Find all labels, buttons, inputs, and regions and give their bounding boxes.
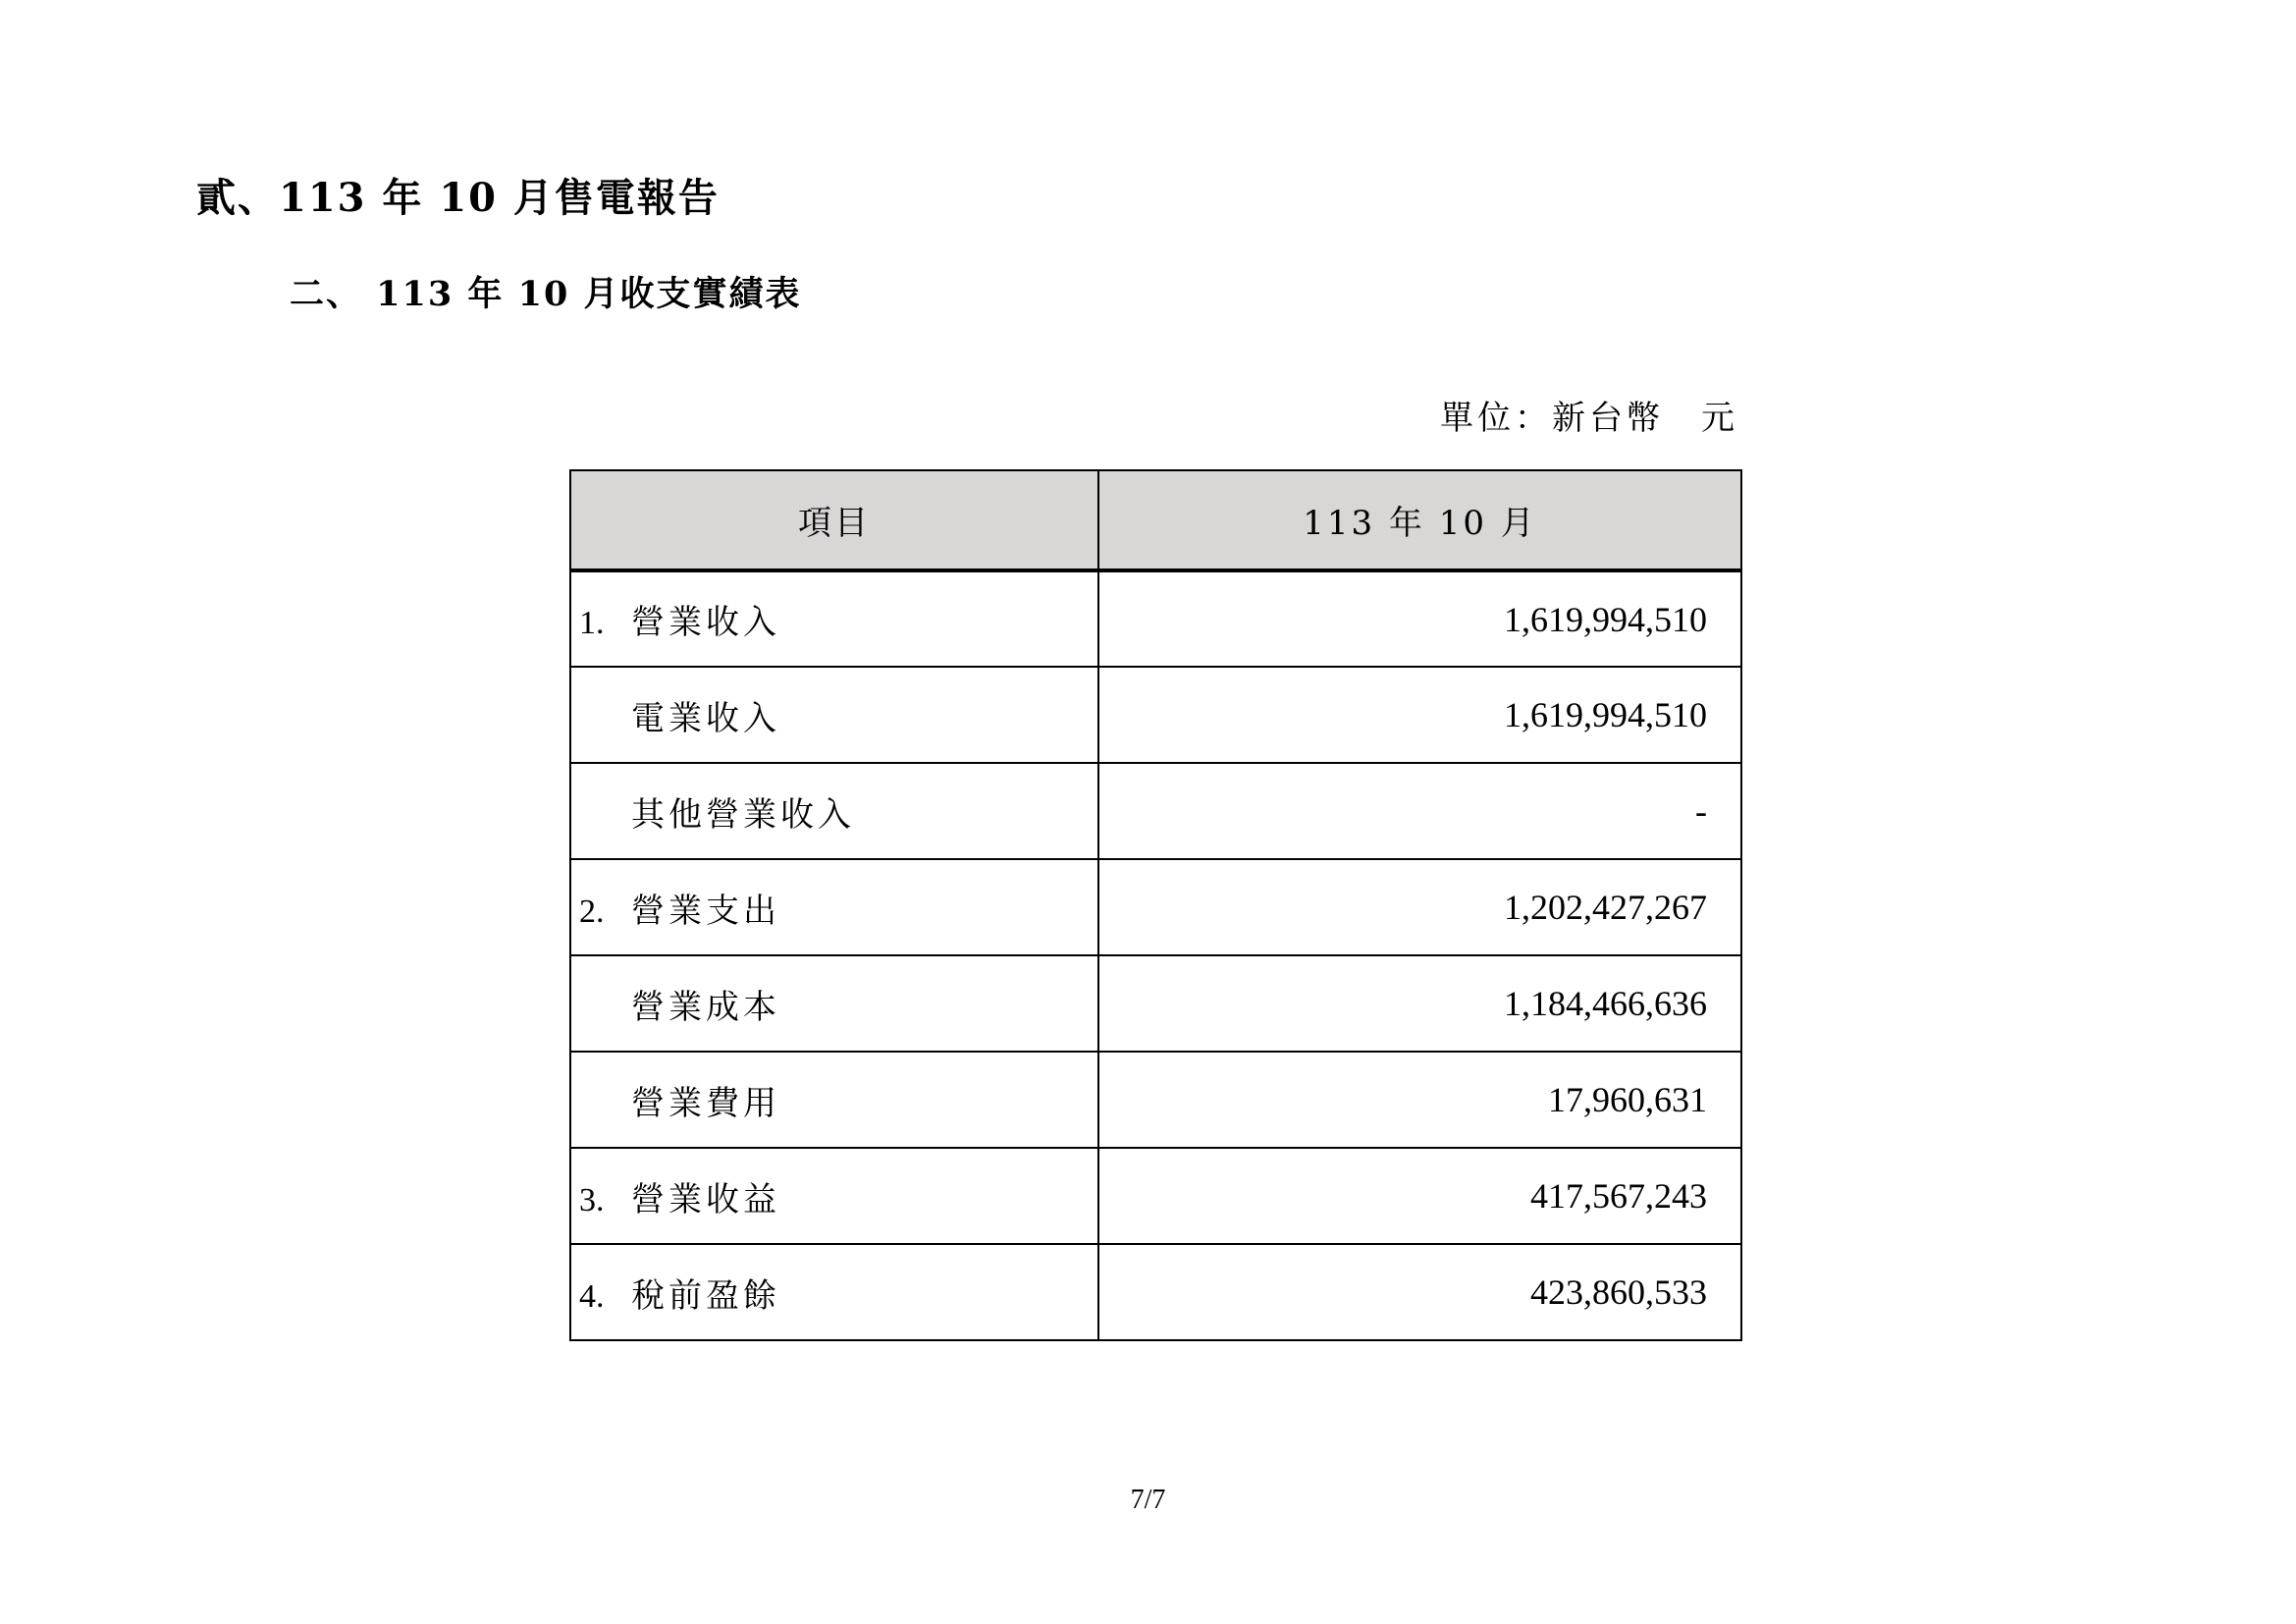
row-value-operating-expenditure: 1,202,427,267 xyxy=(1098,859,1741,955)
table-row xyxy=(570,1148,1741,1244)
row-label-operating-cost: 營業成本 xyxy=(570,955,1098,1052)
row-value-operating-revenue: 1,619,994,510 xyxy=(1098,570,1741,667)
row-value-electricity-revenue: 1,619,994,510 xyxy=(1098,667,1741,763)
header-item: 項目 xyxy=(570,470,1098,570)
table-row xyxy=(570,763,1741,859)
table-row xyxy=(570,667,1741,763)
row-index: 3. xyxy=(579,1181,605,1218)
row-value-operating-cost: 1,184,466,636 xyxy=(1098,955,1741,1052)
table-row xyxy=(570,859,1741,955)
table-row xyxy=(570,570,1741,667)
row-value-operating-expenses: 17,960,631 xyxy=(1098,1052,1741,1148)
row-index: 2. xyxy=(579,893,605,930)
row-label-electricity-revenue: 電業收入 xyxy=(570,667,1098,763)
income-expense-table xyxy=(569,469,1742,1341)
row-value-operating-income: 417,567,243 xyxy=(1098,1148,1741,1244)
row-label: 營業支出 xyxy=(631,891,780,931)
page-title: 貳、113 年 10 月售電報告 xyxy=(196,175,720,221)
row-label-operating-expenditure xyxy=(570,859,1098,955)
table-row xyxy=(570,1244,1741,1340)
row-value-other-operating-revenue: - xyxy=(1098,763,1741,859)
row-label-other-operating-revenue: 其他營業收入 xyxy=(570,763,1098,859)
section-subtitle: 二、 113 年 10 月收支實績表 xyxy=(290,274,802,314)
row-label-operating-expenses: 營業費用 xyxy=(570,1052,1098,1148)
table-row xyxy=(570,1052,1741,1148)
header-month: 113 年 10 月 xyxy=(1098,470,1741,570)
table-row xyxy=(570,955,1741,1052)
unit-label: 單位：新台幣 元 xyxy=(1440,399,1738,438)
row-label: 稅前盈餘 xyxy=(631,1275,780,1316)
row-index: 4. xyxy=(579,1277,605,1315)
row-label: 營業收益 xyxy=(631,1179,780,1219)
page-number: 7/7 xyxy=(1130,1485,1166,1515)
row-label-operating-revenue xyxy=(570,570,1098,667)
row-label-pretax-earnings xyxy=(570,1244,1098,1340)
table-header-row xyxy=(570,470,1741,570)
row-label: 營業收入 xyxy=(631,603,780,642)
row-index: 1. xyxy=(579,605,605,641)
row-value-pretax-earnings: 423,860,533 xyxy=(1098,1244,1741,1340)
row-label-operating-income xyxy=(570,1148,1098,1244)
